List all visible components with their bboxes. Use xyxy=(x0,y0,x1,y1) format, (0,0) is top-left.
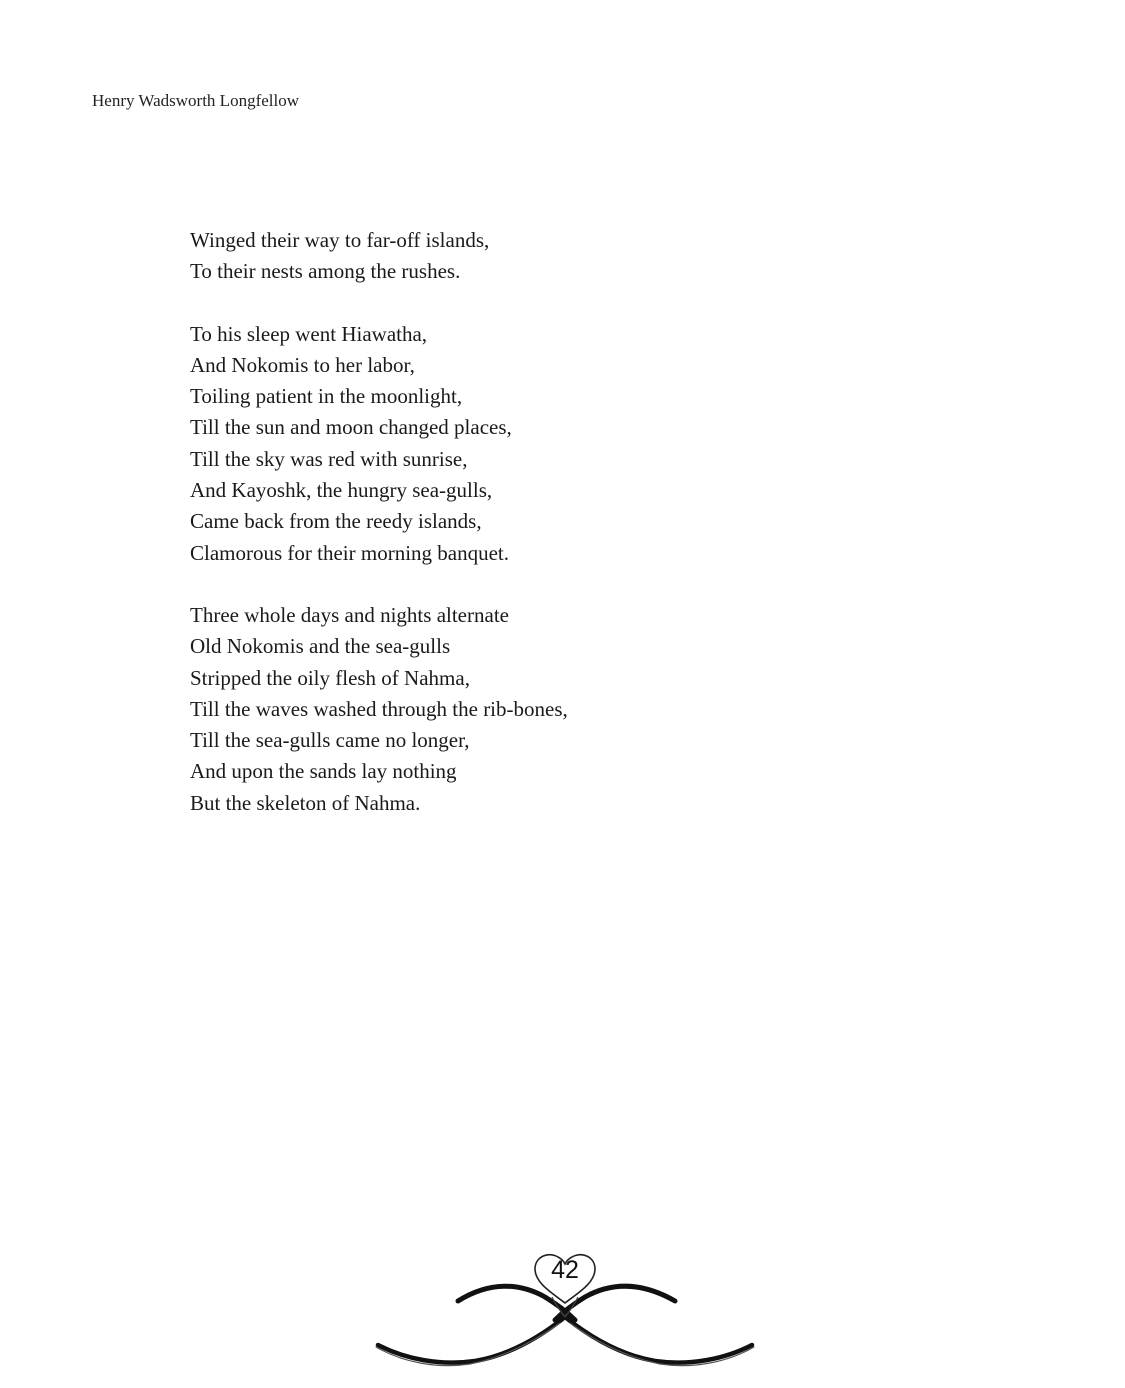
poem-line: Till the sea-gulls came no longer, xyxy=(190,728,470,753)
poem-line: Till the waves washed through the rib-bones, xyxy=(190,696,568,721)
poem-line: Stripped the oily flesh of Nahma, xyxy=(190,665,470,690)
poem-line: Clamorous for their morning banquet. xyxy=(190,540,510,565)
poem-line: Winged their way to far-off islands, xyxy=(190,228,490,252)
poem-line: Came back from the reedy islands, xyxy=(190,509,482,534)
stanza-2 xyxy=(190,319,890,569)
poem-line: Till the sky was red with sunrise, xyxy=(190,446,468,471)
running-header-author: Henry Wadsworth Longfellow xyxy=(92,91,299,110)
poem-line: And upon the sands lay nothing xyxy=(190,759,457,784)
poem-line: And Kayoshk, the hungry sea-gulls, xyxy=(190,478,493,503)
stanza-1 xyxy=(190,225,890,288)
poem-line: Old Nokomis and the sea-gulls xyxy=(190,634,451,659)
poem-line: To his sleep went Hiawatha, xyxy=(190,321,428,346)
page-number: 42 xyxy=(551,1256,579,1284)
poem-line: Toiling patient in the moonlight, xyxy=(190,384,463,409)
poem-line: To their nests among the rushes. xyxy=(190,259,461,284)
poem-line: Till the sun and moon changed places, xyxy=(190,415,512,440)
poem-line: Three whole days and nights alternate xyxy=(190,602,509,627)
page-footer xyxy=(370,1245,760,1375)
poem-line: And Nokomis to her labor, xyxy=(190,352,415,377)
poem-line: But the skeleton of Nahma. xyxy=(190,790,421,815)
poem-body xyxy=(190,225,890,850)
stanza-3 xyxy=(190,600,890,819)
